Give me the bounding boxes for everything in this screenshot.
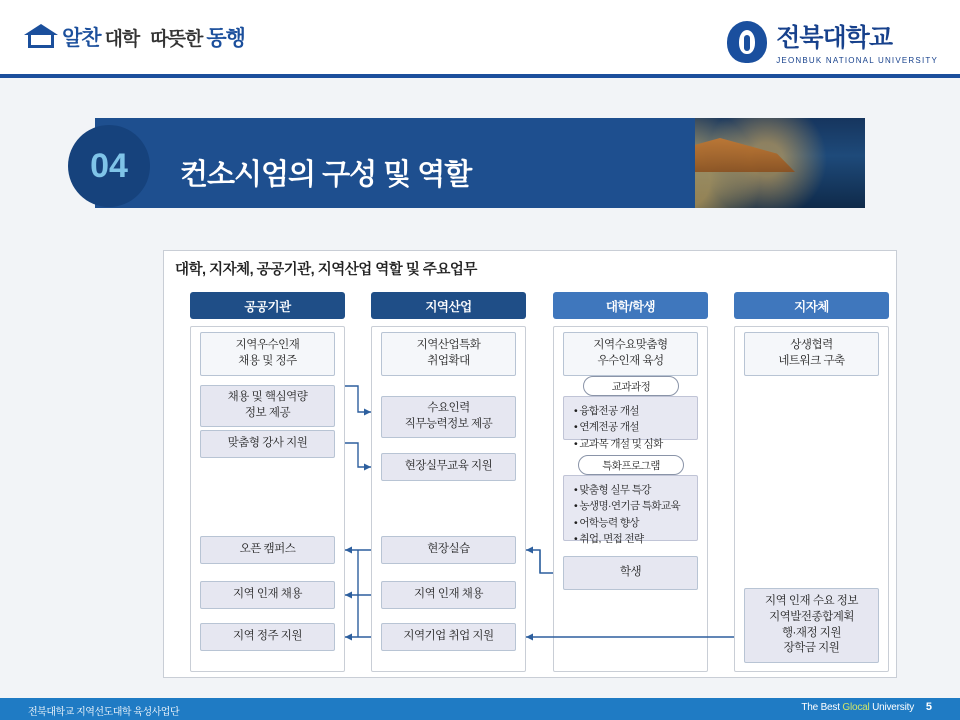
slogan-word-2: 대학 <box>104 28 140 50</box>
column-header-university-student: 대학/학생 <box>553 292 708 319</box>
node-local-talent-hire-industry: 지역 인재 채용 <box>381 581 516 609</box>
slogan-word-3: 따뜻한 <box>150 28 203 50</box>
list-item: • 맞춤형 실무 특강 <box>574 484 651 496</box>
node-field-internship: 현장실습 <box>381 536 516 564</box>
page-number: 5 <box>925 701 932 713</box>
node-line-1: 상생협력 <box>790 339 833 352</box>
node-hire-core-competency-info <box>200 385 335 427</box>
footer-tagline-pre: The Best <box>801 702 843 713</box>
section-number-badge <box>68 125 150 207</box>
node-public-talent-hire <box>200 332 335 376</box>
column-body-public-institution <box>190 326 345 672</box>
node-line-1: 지역우수인재 <box>235 339 300 352</box>
node-industry-specialized-employment <box>381 332 516 376</box>
column-header-public-institution: 공공기관 <box>190 292 345 319</box>
node-local-gov-support <box>744 588 879 663</box>
node-open-campus: 오픈 캠퍼스 <box>200 536 335 564</box>
node-line-2: 정보 제공 <box>244 407 291 419</box>
column-body-regional-industry <box>371 326 526 672</box>
node-line-1: 채용 및 핵심역량 <box>227 391 308 404</box>
diagram-heading: 대학, 지자체, 공공기관, 지역산업 역할 및 주요업무 <box>175 262 477 278</box>
node-demand-workforce-info <box>381 396 516 438</box>
node-line-2: 직무능력정보 제공 <box>404 418 493 430</box>
list-item: • 어학능력 향상 <box>574 516 639 529</box>
node-cooperation-network <box>744 332 879 376</box>
section-title: 컨소시엄의 구성 및 역할 <box>180 159 472 191</box>
node-line-4: 장학금 지원 <box>783 642 840 655</box>
list-item: • 교과목 개설 및 심화 <box>574 437 663 450</box>
node-line-2: 채용 및 정주 <box>238 355 297 367</box>
list-item: • 농생명·연기금 특화교육 <box>574 500 681 513</box>
university-emblem-icon <box>727 21 767 63</box>
page-header <box>0 0 960 78</box>
node-line-2: 지역발전종합계획 <box>769 610 854 623</box>
footer-tagline <box>801 702 914 713</box>
node-local-settlement-support: 지역 정주 지원 <box>200 623 335 651</box>
node-custom-instructor-support: 맞춤형 강사 지원 <box>200 430 335 458</box>
node-line-1: 지역산업특화 <box>416 339 481 352</box>
pill-special-program: 특화프로그램 <box>578 455 684 475</box>
list-item: • 취업, 면접 전략 <box>574 532 644 545</box>
node-regional-demand-talent-cultivation <box>563 332 698 376</box>
node-line-3: 행·재정 지원 <box>781 626 842 639</box>
node-line-1: 수요인력 <box>427 402 470 415</box>
node-line-1: 지역수요맞춤형 <box>593 339 668 352</box>
footer-organization: 전북대학교 지역선도대학 육성사업단 <box>28 707 180 718</box>
slogan-word-1: 알찬 <box>62 27 101 50</box>
slogan-logo <box>24 22 245 52</box>
node-field-practice-education-support: 현장실무교육 지원 <box>381 453 516 481</box>
university-logo <box>727 18 938 65</box>
column-header-regional-industry: 지역산업 <box>371 292 526 319</box>
node-line-2: 우수인재 육성 <box>597 355 664 367</box>
university-name-en: JEONBUK NATIONAL UNIVERSITY <box>776 56 938 65</box>
slogan-word-4: 동행 <box>206 27 245 50</box>
node-student: 학생 <box>563 556 698 590</box>
node-line-2: 취업확대 <box>427 355 470 367</box>
list-item: • 연계전공 개설 <box>574 421 639 434</box>
list-special-program-items <box>563 475 698 545</box>
section-number: 04 <box>90 146 128 185</box>
node-line-1: 지역 인재 수요 정보 <box>765 595 858 608</box>
house-roof-logo-icon <box>24 24 58 50</box>
footer-tagline-post: University <box>869 702 914 713</box>
node-local-talent-hire-public: 지역 인재 채용 <box>200 581 335 609</box>
node-local-company-employment-support: 지역기업 취업 지원 <box>381 623 516 651</box>
list-curriculum-items <box>563 396 698 450</box>
footer-tagline-highlight: Glocal <box>842 702 870 713</box>
node-line-2: 네트워크 구축 <box>778 355 845 367</box>
list-item: • 융합전공 개설 <box>574 405 639 417</box>
column-header-local-government: 지자체 <box>734 292 889 319</box>
university-name-ko: 전북대학교 <box>776 24 892 52</box>
pill-curriculum: 교과과정 <box>583 376 679 396</box>
